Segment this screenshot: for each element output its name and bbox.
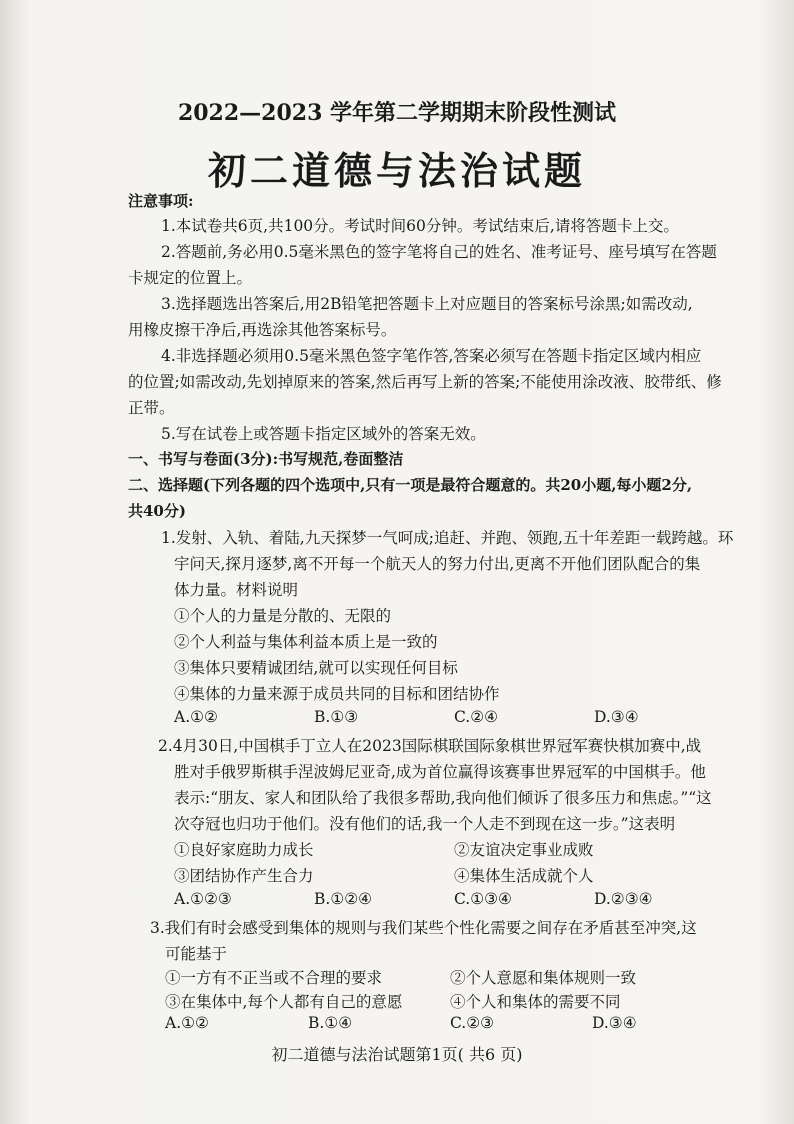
notice-item: 5.写在试卷上或答题卡指定区域外的答案无效。 (161, 425, 486, 443)
q1-option-c: C.②④ (454, 708, 499, 726)
notice-item: 卡规定的位置上。 (128, 269, 253, 287)
q3-option-c: C.②③ (450, 1014, 495, 1032)
notice-heading: 注意事项: (128, 192, 194, 210)
notice-item: 用橡皮擦干净后,再选涂其他答案标号。 (128, 321, 397, 339)
q1-stem-line: 1.发射、入轨、着陆,九天探梦一气呵成;追赶、并跑、领跑,五十年差距一载跨越。环 (161, 529, 734, 547)
q3-statement: ②个人意愿和集体规则一致 (450, 969, 637, 987)
q3-stem-line: 可能基于 (165, 945, 228, 963)
notice-item: 3.选择题选出答案后,用2B铅笔把答题卡上对应题目的答案标号涂黑;如需改动, (161, 295, 693, 313)
q2-stem-line: 表示:“朋友、家人和团队给了我很多帮助,我向他们倾诉了很多压力和焦虑。”“这 (174, 789, 712, 807)
notice-item: 正带。 (128, 399, 175, 417)
q3-stem-line: 3.我们有时会感受到集体的规则与我们某些个性化需要之间存在矛盾甚至冲突,这 (150, 919, 697, 937)
notice-item: 2.答题前,务必用0.5毫米黑色的签字笔将自己的姓名、准考证号、座号填写在答题 (161, 243, 717, 261)
q2-stem-line: 胜对手俄罗斯棋手涅波姆尼亚奇,成为首位赢得该赛事世界冠军的中国棋手。他 (174, 763, 706, 781)
q1-statement: ②个人利益与集体利益本质上是一致的 (174, 633, 438, 651)
q2-stem-line: 次夺冠也归功于他们。没有他们的话,我一个人走不到现在这一步。”这表明 (174, 815, 676, 833)
q1-statement: ④集体的力量来源于成员共同的目标和团结协作 (174, 685, 500, 703)
q2-statement: ③团结协作产生合力 (174, 867, 314, 885)
q1-option-d: D.③④ (594, 708, 639, 726)
q2-option-a: A.①②③ (174, 890, 232, 908)
q3-statement: ①一方有不正当或不合理的要求 (165, 969, 383, 987)
q3-option-a: A.①② (165, 1014, 209, 1032)
q1-option-b: B.①③ (314, 708, 359, 726)
q2-statement: ①良好家庭助力成长 (174, 841, 314, 859)
exam-main-title: 初二道德与法治试题 (207, 148, 586, 193)
q2-statement: ②友谊决定事业成败 (454, 841, 594, 859)
section-heading-choice: 二、选择题(下列各题的四个选项中,只有一项是最符合题意的。共20小题,每小题2分, (128, 476, 693, 494)
q1-statement: ①个人的力量是分散的、无限的 (174, 607, 392, 625)
q2-option-d: D.②③④ (594, 890, 653, 908)
notice-item: 的位置;如需改动,先划掉原来的答案,然后再写上新的答案;不能使用涂改液、胶带纸、修 (128, 373, 722, 391)
q3-statement: ③在集体中,每个人都有自己的意愿 (165, 993, 403, 1011)
q1-statement: ③集体只要精诚团结,就可以实现任何目标 (174, 659, 458, 677)
q2-option-c: C.①③④ (454, 890, 512, 908)
section-heading-writing: 一、书写与卷面(3分):书写规范,卷面整洁 (128, 450, 404, 468)
q1-stem-line: 体力量。材料说明 (174, 581, 299, 599)
q2-statement: ④集体生活成就个人 (454, 867, 594, 885)
exam-year-title: 2022—2023 学年第二学期期末阶段性测试 (177, 100, 617, 126)
notice-item: 1.本试卷共6页,共100分。考试时间60分钟。考试结束后,请将答题卡上交。 (161, 217, 679, 235)
q2-stem-line: 2.4月30日,中国棋手丁立人在2023国际棋联国际象棋世界冠军赛快棋加赛中,战 (158, 737, 702, 755)
q3-option-d: D.③④ (592, 1014, 637, 1032)
notice-item: 4.非选择题必须用0.5毫米黑色签字笔作答,答案必须写在答题卡指定区域内相应 (161, 347, 702, 365)
section-heading-choice-cont: 共40分) (128, 502, 186, 520)
q3-option-b: B.①④ (308, 1014, 353, 1032)
q2-option-b: B.①②④ (314, 890, 373, 908)
q1-option-a: A.①② (174, 708, 218, 726)
page-footer: 初二道德与法治试题第1页( 共6 页) (271, 1045, 523, 1064)
q1-stem-line: 宇问天,探月逐梦,离不开每一个航天人的努力付出,更离不开他们团队配合的集 (174, 555, 701, 573)
q3-statement: ④个人和集体的需要不同 (450, 993, 621, 1011)
